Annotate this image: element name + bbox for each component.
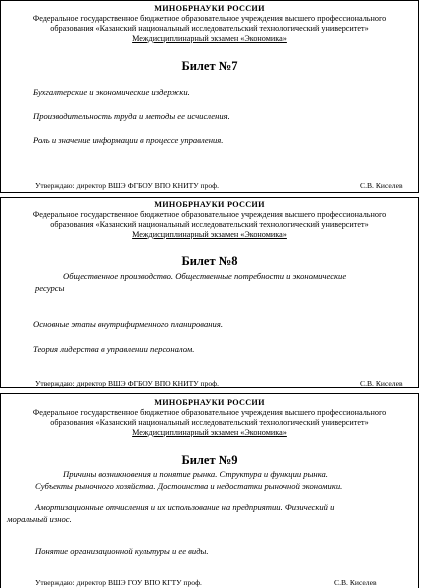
question-2-cont: моральный износ. xyxy=(7,514,72,524)
question-3: Понятие организационной культуры и ее виды. xyxy=(35,546,209,556)
exam-name: Междисциплинарный экзамен «Экономика» xyxy=(132,34,287,43)
ministry-label: МИНОБРНАУКИ РОССИИ xyxy=(154,200,265,209)
ticket-9 xyxy=(0,393,419,588)
approval-text: Утверждаю: директор ВШЭ ФГБОУ ВПО КНИТУ проф. xyxy=(35,379,219,388)
institution-line-1: Федеральное государственное бюджетное образовательное учреждения высшего профессионального xyxy=(32,408,387,417)
exam-name: Междисциплинарный экзамен «Экономика» xyxy=(132,428,287,437)
question-3: Теория лидерства в управлении персоналом. xyxy=(33,344,195,354)
signer-name: С.В. Киселев xyxy=(360,379,403,388)
ministry-label: МИНОБРНАУКИ РОССИИ xyxy=(154,4,265,13)
ticket-8 xyxy=(0,197,419,388)
ticket-header xyxy=(1,200,418,240)
question-1: Причины возникновения и понятие рынка. Структура и функции рынка. xyxy=(63,469,328,479)
question-3: Роль и значение информации в процессе управления. xyxy=(33,135,224,145)
question-1-cont: ресурсы xyxy=(35,283,65,293)
approval-text: Утверждаю: директор ВШЭ ГОУ ВПО КГТУ проф. xyxy=(35,578,202,587)
ticket-title: Билет №9 xyxy=(181,453,238,467)
ticket-header xyxy=(1,4,418,44)
institution-line-1: Федеральное государственное бюджетное образовательное учреждения высшего профессионального xyxy=(32,210,387,219)
institution-line-2: образования «Казанский национальный исследовательский технологический университет» xyxy=(50,220,369,229)
institution-line-2: образования «Казанский национальный исследовательский технологический университет» xyxy=(50,24,369,33)
approval-text: Утверждаю: директор ВШЭ ФГБОУ ВПО КНИТУ проф. xyxy=(35,181,219,190)
question-2: Основные этапы внутрифирменного планирования. xyxy=(33,319,223,329)
signer-name: С.В. Киселев xyxy=(360,181,403,190)
ticket-title: Билет №8 xyxy=(181,254,238,268)
question-1-cont: Субъекты рыночного хозяйства. Достоинства и недостатки рыночной экономики. xyxy=(35,481,343,491)
question-1: Общественное производство. Общественные потребности и экономические xyxy=(63,271,347,281)
question-2: Амортизационные отчисления и их использование на предприятии. Физический и xyxy=(35,502,335,512)
question-2: Производительность труда и методы ее исчисления. xyxy=(33,111,230,121)
exam-name: Междисциплинарный экзамен «Экономика» xyxy=(132,230,287,239)
ticket-header xyxy=(1,398,418,438)
institution-line-2: образования «Казанский национальный исследовательский технологический университет» xyxy=(50,418,369,427)
ticket-7 xyxy=(0,0,419,193)
ministry-label: МИНОБРНАУКИ РОССИИ xyxy=(154,398,265,407)
institution-line-1: Федеральное государственное бюджетное образовательное учреждения высшего профессионального xyxy=(32,14,387,23)
signer-name: С.В. Киселев xyxy=(334,578,377,587)
question-1: Бухгалтерские и экономические издержки. xyxy=(33,87,190,97)
ticket-title: Билет №7 xyxy=(181,59,238,73)
